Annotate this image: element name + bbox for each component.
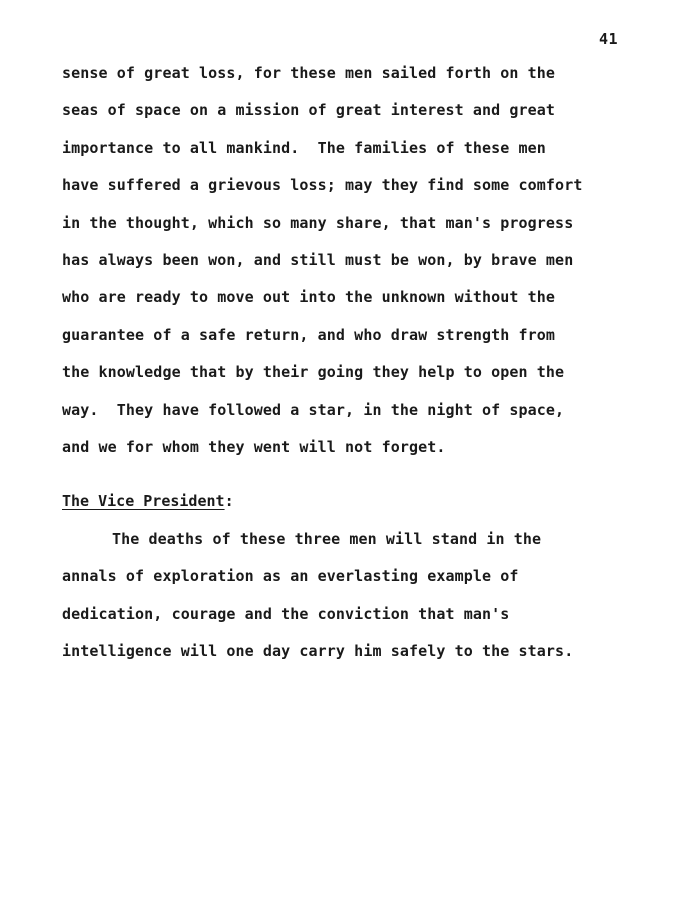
text-line: intelligence will one day carry him safely to the stars.: [62, 642, 574, 661]
text-line: annals of exploration as an everlasting example of: [62, 567, 519, 586]
text-line: seas of space on a mission of great interest and great: [62, 101, 556, 120]
text-line: in the thought, which so many share, that man's progress: [62, 213, 574, 232]
section-heading-title: The Vice President: [62, 492, 225, 510]
text-line: sense of great loss, for these men sailed forth on the: [62, 64, 556, 82]
text-line: has always been won, and still must be won, by brave men: [62, 250, 574, 269]
text-line: way. They have followed a star, in the night of space,: [62, 400, 565, 419]
section-heading-colon: :: [224, 492, 234, 510]
text-line: the knowledge that by their going they help to open the: [62, 363, 565, 382]
text-line: have suffered a grievous loss; may they find some comfort: [62, 176, 583, 195]
text-line: importance to all mankind. The families of these men: [62, 138, 546, 157]
page-number: 41: [598, 30, 618, 48]
text-line: dedication, courage and the conviction that man's: [62, 604, 510, 623]
text-line: and we for whom they went will not forget.: [62, 437, 446, 456]
text-line: who are ready to move out into the unknown without the: [62, 288, 556, 307]
text-line: The deaths of these three men will stand in the: [112, 530, 542, 548]
paragraph-continuation: [62, 63, 662, 474]
section-heading: [62, 492, 234, 510]
text-line: guarantee of a safe return, and who draw strength from: [62, 325, 556, 344]
vice-president-statement: [62, 529, 662, 679]
